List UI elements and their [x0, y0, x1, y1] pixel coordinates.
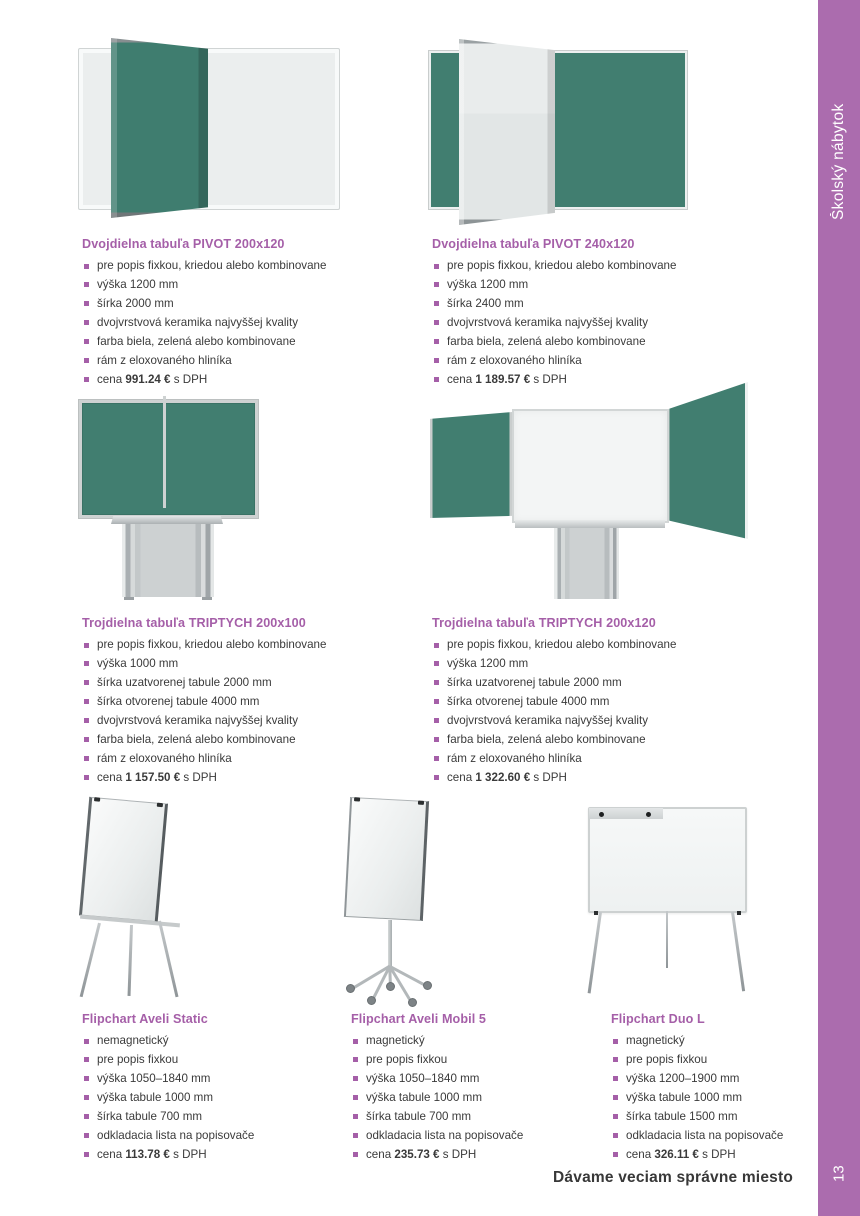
feature-item [82, 639, 412, 652]
feature-item [82, 696, 412, 709]
price-text: cena 1 157.50 € s DPH [97, 770, 217, 784]
product-feature-list [351, 1035, 603, 1162]
feature-text: výška 1000 mm [97, 656, 179, 670]
bullet-square-icon [434, 643, 439, 648]
product-title: Flipchart Aveli Static [82, 1012, 208, 1026]
price-item [82, 374, 412, 387]
green-wing-right [667, 382, 748, 539]
bullet-square-icon [84, 1095, 89, 1100]
center-pole [388, 920, 392, 967]
feature-item [611, 1111, 847, 1124]
product-image-pivot-200x120 [75, 28, 365, 228]
feature-text: výška 1200 mm [447, 277, 529, 291]
feature-item [432, 639, 762, 652]
feature-item [82, 1035, 344, 1048]
feature-item [82, 715, 412, 728]
price-item [82, 772, 412, 785]
product-title: Flipchart Duo L [611, 1012, 705, 1026]
feature-item [432, 298, 762, 311]
feature-text: šírka tabule 700 mm [366, 1109, 472, 1123]
feature-text: výška tabule 1000 mm [366, 1090, 482, 1104]
feature-text: farba biela, zelená alebo kombinovane [97, 334, 296, 348]
caster-wheel-icon [386, 982, 395, 991]
tripod-leg [80, 923, 101, 997]
price-text: cena 1 189.57 € s DPH [447, 372, 567, 386]
feature-item [432, 677, 762, 690]
product-card-flipchart-aveli-mobil-5 [351, 1012, 603, 1168]
bullet-square-icon [84, 737, 89, 742]
feature-text: dvojvrstvová keramika najvyššej kvality [447, 315, 649, 329]
caster-wheel-icon [367, 996, 376, 1005]
feature-text: magnetický [366, 1034, 425, 1047]
feature-item [611, 1035, 847, 1048]
product-card-flipchart-duo-l [611, 1012, 847, 1168]
bullet-square-icon [84, 282, 89, 287]
flipchart-board [79, 797, 168, 922]
bullet-square-icon [434, 264, 439, 269]
bullet-square-icon [84, 301, 89, 306]
paper-clip-icon [157, 803, 163, 808]
bullet-square-icon [84, 1152, 89, 1157]
side-leg [731, 912, 745, 992]
bullet-square-icon [613, 1057, 618, 1062]
bullet-square-icon [613, 1114, 618, 1119]
price-item [611, 1149, 847, 1162]
bullet-square-icon [84, 320, 89, 325]
feature-text: magnetický [626, 1034, 685, 1047]
bullet-square-icon [434, 699, 439, 704]
product-feature-list [611, 1035, 847, 1162]
feature-item [82, 336, 412, 349]
feature-item [82, 298, 412, 311]
bullet-square-icon [434, 661, 439, 666]
feature-item [82, 279, 412, 292]
white-center-board [512, 409, 669, 523]
bullet-square-icon [84, 264, 89, 269]
feature-item [432, 753, 762, 766]
caster-wheel-icon [423, 981, 432, 990]
bullet-square-icon [434, 680, 439, 685]
knob-icon [599, 812, 604, 817]
product-image-pivot-240x120 [423, 25, 723, 227]
price-amount: 1 322.60 € [475, 770, 531, 784]
feature-item [351, 1092, 603, 1105]
product-card-pivot-200x120 [82, 237, 412, 393]
feature-item [432, 355, 762, 368]
flipchart-board-wide [588, 807, 747, 913]
bullet-square-icon [613, 1039, 618, 1044]
bullet-square-icon [353, 1114, 358, 1119]
green-wing-left [430, 412, 512, 518]
feature-text: rám z eloxovaného hliníka [447, 353, 582, 367]
bullet-square-icon [84, 1114, 89, 1119]
product-image-flipchart-aveli-mobil-5 [335, 792, 550, 1004]
product-image-flipchart-duo-l [585, 792, 815, 1007]
bullet-square-icon [84, 377, 89, 382]
side-leg [588, 912, 602, 994]
feature-item [351, 1073, 603, 1086]
green-board-closed [79, 400, 258, 518]
product-card-triptych-200x120 [432, 616, 762, 791]
product-feature-list [82, 260, 412, 387]
feature-text: nemagnetický [97, 1034, 169, 1047]
product-card-flipchart-aveli-static [82, 1012, 344, 1168]
bullet-square-icon [84, 718, 89, 723]
feature-text: šírka tabule 1500 mm [626, 1109, 738, 1123]
feature-text: výška 1050–1840 mm [366, 1071, 480, 1085]
center-leg [666, 911, 668, 968]
bullet-square-icon [84, 680, 89, 685]
feature-item [82, 1073, 344, 1086]
price-item [432, 772, 762, 785]
product-card-triptych-200x100 [82, 616, 412, 791]
feature-item [351, 1035, 603, 1048]
feature-text: šírka uzatvorenej tabule 2000 mm [97, 675, 272, 689]
feature-text: dvojvrstvová keramika najvyššej kvality [97, 315, 299, 329]
paper-clip-icon [354, 797, 360, 801]
bullet-square-icon [84, 1039, 89, 1044]
bullet-square-icon [434, 358, 439, 363]
feature-text: dvojvrstvová keramika najvyššej kvality [447, 713, 649, 727]
price-text: cena 326.11 € s DPH [626, 1147, 736, 1161]
feature-item [82, 753, 412, 766]
feature-text: výška tabule 1000 mm [626, 1090, 742, 1104]
feature-item [82, 658, 412, 671]
feature-text: odkladacia lista na popisovače [97, 1128, 255, 1142]
bullet-square-icon [84, 339, 89, 344]
page-tagline: Dávame veciam správne miesto [553, 1169, 793, 1186]
feature-item [432, 336, 762, 349]
bullet-square-icon [84, 1133, 89, 1138]
price-text: cena 991.24 € s DPH [97, 372, 208, 386]
feature-item [82, 734, 412, 747]
product-title: Dvojdielna tabuľa PIVOT 200x120 [82, 237, 285, 251]
product-image-triptych-200x100 [78, 396, 263, 604]
stand-ledge [111, 516, 223, 524]
feature-text: pre popis fixkou, kriedou alebo kombinovane [97, 638, 327, 651]
feature-item [82, 355, 412, 368]
feature-text: odkladacia lista na popisovače [626, 1128, 784, 1142]
price-item [351, 1149, 603, 1162]
feature-text: výška 1200–1900 mm [626, 1071, 740, 1085]
bullet-square-icon [434, 756, 439, 761]
bullet-square-icon [434, 737, 439, 742]
price-item [82, 1149, 344, 1162]
bullet-square-icon [353, 1152, 358, 1157]
bullet-square-icon [84, 643, 89, 648]
product-feature-list [432, 260, 762, 387]
feature-item [82, 1130, 344, 1143]
product-image-triptych-200x120 [425, 378, 757, 604]
bullet-square-icon [84, 1076, 89, 1081]
bullet-square-icon [353, 1057, 358, 1062]
bullet-square-icon [434, 301, 439, 306]
feature-text: šírka otvorenej tabule 4000 mm [447, 694, 610, 708]
feature-item [432, 317, 762, 330]
feature-text: pre popis fixkou [97, 1052, 179, 1066]
bullet-square-icon [84, 1057, 89, 1062]
paper-clip-icon [418, 801, 424, 805]
feature-item [432, 658, 762, 671]
bullet-square-icon [434, 377, 439, 382]
feature-text: šírka uzatvorenej tabule 2000 mm [447, 675, 622, 689]
feature-text: farba biela, zelená alebo kombinovane [447, 334, 646, 348]
bullet-square-icon [613, 1076, 618, 1081]
price-amount: 991.24 € [125, 372, 171, 386]
product-feature-list [82, 1035, 344, 1162]
bullet-square-icon [353, 1095, 358, 1100]
bullet-square-icon [84, 775, 89, 780]
feature-text: výška tabule 1000 mm [97, 1090, 213, 1104]
feature-item [432, 279, 762, 292]
feature-item [351, 1130, 603, 1143]
feature-text: odkladacia lista na popisovače [366, 1128, 524, 1142]
feature-item [351, 1111, 603, 1124]
bullet-square-icon [613, 1133, 618, 1138]
feature-item [82, 317, 412, 330]
feature-text: výška 1200 mm [447, 656, 529, 670]
leg-hinge [594, 911, 598, 915]
caster-wheel-icon [408, 998, 417, 1007]
product-title: Trojdielna tabuľa TRIPTYCH 200x100 [82, 616, 306, 630]
product-image-flipchart-aveli-static [70, 792, 285, 1004]
feature-item [351, 1054, 603, 1067]
bullet-square-icon [434, 718, 439, 723]
feature-item [82, 1092, 344, 1105]
feature-text: pre popis fixkou, kriedou alebo kombinovane [447, 259, 677, 272]
price-amount: 326.11 € [654, 1147, 699, 1161]
bullet-square-icon [434, 339, 439, 344]
feature-text: farba biela, zelená alebo kombinovane [97, 732, 296, 746]
bullet-square-icon [84, 358, 89, 363]
paper-clip-icon [94, 797, 100, 802]
product-card-pivot-240x120 [432, 237, 762, 393]
stand-ledge [515, 520, 665, 528]
price-amount: 113.78 € [125, 1147, 170, 1161]
price-amount: 1 189.57 € [475, 372, 531, 386]
price-amount: 1 157.50 € [125, 770, 181, 784]
green-pivot-panel [111, 38, 208, 218]
feature-item [82, 677, 412, 690]
feature-text: farba biela, zelená alebo kombinovane [447, 732, 646, 746]
bullet-square-icon [353, 1133, 358, 1138]
feature-text: dvojvrstvová keramika najvyššej kvality [97, 713, 299, 727]
feature-text: šírka otvorenej tabule 4000 mm [97, 694, 260, 708]
tripod-leg [128, 925, 133, 996]
feature-text: výška 1050–1840 mm [97, 1071, 211, 1085]
feature-item [611, 1073, 847, 1086]
pylon-stand [554, 528, 619, 599]
bullet-square-icon [84, 699, 89, 704]
price-text: cena 113.78 € s DPH [97, 1147, 207, 1161]
product-feature-list [82, 639, 412, 784]
section-sidebar [818, 0, 860, 1216]
bullet-square-icon [353, 1076, 358, 1081]
pylon-stand [122, 524, 214, 597]
feature-item [432, 715, 762, 728]
feature-text: šírka 2400 mm [447, 296, 524, 310]
bullet-square-icon [613, 1152, 618, 1157]
bullet-square-icon [84, 661, 89, 666]
tripod-leg [158, 921, 178, 998]
feature-text: pre popis fixkou [366, 1052, 448, 1066]
bullet-square-icon [613, 1095, 618, 1100]
feature-item [432, 260, 762, 273]
feature-item [432, 734, 762, 747]
feature-item [432, 696, 762, 709]
bullet-square-icon [434, 282, 439, 287]
price-text: cena 1 322.60 € s DPH [447, 770, 567, 784]
product-title: Dvojdielna tabuľa PIVOT 240x120 [432, 237, 635, 251]
bullet-square-icon [434, 775, 439, 780]
feature-item [82, 1054, 344, 1067]
white-pivot-panel [459, 39, 555, 225]
flipchart-board [344, 797, 429, 921]
price-amount: 235.73 € [394, 1147, 440, 1161]
feature-item [82, 260, 412, 273]
product-title: Trojdielna tabuľa TRIPTYCH 200x120 [432, 616, 656, 630]
bullet-square-icon [84, 756, 89, 761]
price-text: cena 235.73 € s DPH [366, 1147, 477, 1161]
feature-item [611, 1054, 847, 1067]
feature-text: pre popis fixkou, kriedou alebo kombinovane [447, 638, 677, 651]
board-frame-divider [163, 396, 166, 508]
bullet-square-icon [353, 1039, 358, 1044]
feature-text: pre popis fixkou [626, 1052, 708, 1066]
feature-text: šírka 2000 mm [97, 296, 174, 310]
feature-item [611, 1130, 847, 1143]
product-title: Flipchart Aveli Mobil 5 [351, 1012, 487, 1026]
leg-hinge [737, 911, 741, 915]
feature-text: rám z eloxovaného hliníka [447, 751, 582, 765]
feature-text: šírka tabule 700 mm [97, 1109, 203, 1123]
feature-item [611, 1092, 847, 1105]
price-item [432, 374, 762, 387]
feature-text: výška 1200 mm [97, 277, 179, 291]
feature-text: rám z eloxovaného hliníka [97, 751, 232, 765]
caster-wheel-icon [346, 984, 355, 993]
section-label: Školský nábytok [830, 103, 847, 221]
feature-item [82, 1111, 344, 1124]
product-feature-list [432, 639, 762, 784]
feature-text: pre popis fixkou, kriedou alebo kombinovane [97, 259, 327, 272]
feature-text: rám z eloxovaného hliníka [97, 353, 232, 367]
page-number: 13 [830, 1165, 848, 1183]
knob-icon [646, 812, 651, 817]
bullet-square-icon [434, 320, 439, 325]
